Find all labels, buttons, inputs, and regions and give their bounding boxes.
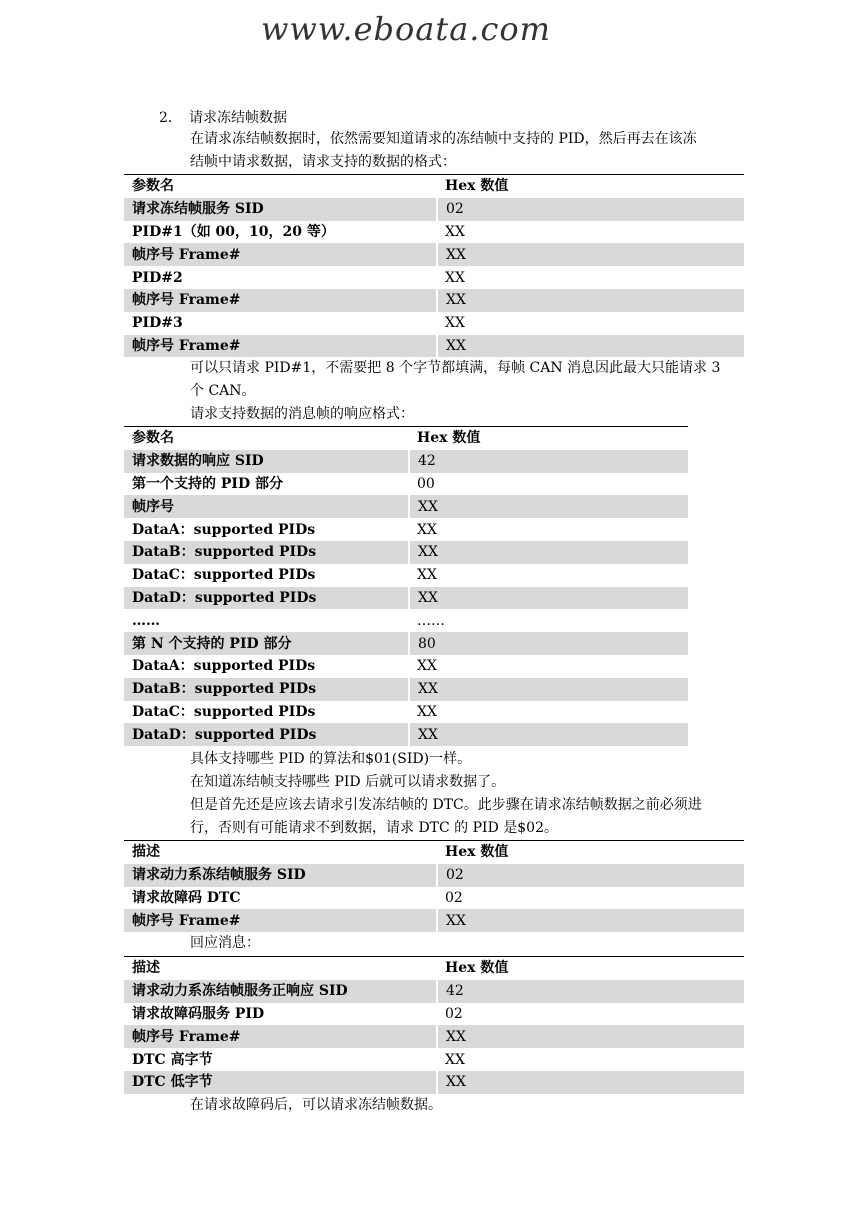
request-format-table bbox=[124, 174, 744, 357]
table-row bbox=[124, 518, 688, 541]
watermark: www.eboata.com bbox=[261, 10, 551, 48]
hex-cell: XX bbox=[417, 658, 437, 675]
param-cell: 请求动力系冻结帧服务正响应 SID bbox=[124, 980, 437, 1003]
param-cell: 请求冻结帧服务 SID bbox=[124, 198, 437, 221]
table-row bbox=[124, 587, 688, 610]
hex-cell: XX bbox=[437, 1071, 744, 1094]
paragraph-5: 请求支持数据的消息帧的响应格式： bbox=[190, 406, 414, 422]
table-row bbox=[124, 243, 744, 266]
table-row bbox=[124, 609, 688, 632]
hex-cell: …… bbox=[417, 612, 445, 629]
hex-cell: XX bbox=[437, 909, 744, 932]
paragraph-10: 回应消息： bbox=[190, 935, 260, 951]
table-row bbox=[124, 632, 688, 655]
section-number: 2. bbox=[159, 110, 173, 126]
table-row bbox=[124, 495, 688, 518]
table-header-row bbox=[124, 427, 688, 450]
param-cell: 描述 bbox=[124, 841, 437, 864]
param-cell: 帧序号 bbox=[124, 495, 409, 518]
hex-cell: XX bbox=[445, 223, 465, 240]
table-row bbox=[124, 655, 688, 678]
hex-cell: XX bbox=[445, 315, 465, 332]
param-cell: DTC 低字节 bbox=[124, 1071, 437, 1094]
table-row bbox=[124, 1048, 744, 1071]
param-cell: DataB：supported PIDs bbox=[124, 678, 409, 701]
hex-cell: XX bbox=[445, 269, 465, 286]
hex-cell: XX bbox=[437, 289, 744, 312]
hex-cell: XX bbox=[417, 703, 437, 720]
paragraph-9: 行，否则有可能请求不到数据，请求 DTC 的 PID 是$02。 bbox=[190, 820, 558, 836]
table-row bbox=[124, 980, 744, 1003]
param-cell: 描述 bbox=[124, 957, 437, 980]
hex-cell: XX bbox=[409, 541, 688, 564]
hex-cell: XX bbox=[409, 587, 688, 610]
table-row bbox=[124, 1025, 744, 1048]
param-cell: 帧序号 Frame# bbox=[124, 909, 437, 932]
table-row bbox=[124, 266, 744, 289]
hex-cell: XX bbox=[409, 723, 688, 746]
table-row bbox=[124, 887, 744, 910]
param-cell: DataA：supported PIDs bbox=[132, 521, 316, 538]
paragraph-4: 个 CAN。 bbox=[190, 383, 256, 399]
table-header-row bbox=[124, 175, 744, 198]
table-row bbox=[124, 723, 688, 746]
param-cell: 请求故障码服务 PID bbox=[132, 1005, 265, 1022]
hex-cell: 42 bbox=[409, 450, 688, 473]
dtc-request-table bbox=[124, 840, 744, 932]
paragraph-3: 可以只请求 PID#1，不需要把 8 个字节都填满，每帧 CAN 消息因此最大只能请求 3 bbox=[190, 360, 721, 376]
param-cell: 帧序号 Frame# bbox=[124, 335, 437, 358]
param-cell: DataC：supported PIDs bbox=[132, 703, 316, 720]
param-cell: 请求故障码 DTC bbox=[132, 889, 241, 906]
response-format-table bbox=[124, 426, 688, 746]
table-row bbox=[124, 701, 688, 724]
param-cell: 帧序号 Frame# bbox=[124, 1025, 437, 1048]
hex-cell: 00 bbox=[417, 475, 435, 492]
hex-cell: XX bbox=[445, 1051, 465, 1068]
param-cell: 参数名 bbox=[124, 175, 437, 198]
table-row bbox=[124, 221, 744, 244]
hex-cell: Hex 数值 bbox=[437, 841, 744, 864]
section-title: 请求冻结帧数据 bbox=[189, 110, 287, 126]
table-header-row bbox=[124, 957, 744, 980]
param-cell: PID#3 bbox=[132, 315, 183, 332]
section-heading bbox=[159, 107, 287, 127]
param-cell: DTC 高字节 bbox=[132, 1051, 213, 1068]
hex-cell: Hex 数值 bbox=[437, 957, 744, 980]
param-cell: DataA：supported PIDs bbox=[132, 658, 316, 675]
table-row bbox=[124, 335, 744, 358]
hex-cell: XX bbox=[409, 495, 688, 518]
paragraph-8: 但是首先还是应该去请求引发冻结帧的 DTC。此步骤在请求冻结帧数据之前必须进 bbox=[190, 797, 702, 813]
paragraph-2: 结帧中请求数据，请求支持的数据的格式： bbox=[190, 154, 456, 170]
table-row bbox=[124, 541, 688, 564]
table-row bbox=[124, 678, 688, 701]
table-row bbox=[124, 1071, 744, 1094]
paragraph-1: 在请求冻结帧数据时，依然需要知道请求的冻结帧中支持的 PID，然后再去在该冻 bbox=[190, 131, 697, 147]
param-cell: 帧序号 Frame# bbox=[124, 243, 437, 266]
param-cell: DataD：supported PIDs bbox=[124, 723, 409, 746]
hex-cell: XX bbox=[437, 335, 744, 358]
table-row bbox=[124, 1003, 744, 1026]
param-cell: 第 N 个支持的 PID 部分 bbox=[124, 632, 409, 655]
hex-cell: XX bbox=[417, 567, 437, 584]
table-row bbox=[124, 289, 744, 312]
table-header-row bbox=[124, 841, 744, 864]
hex-cell: Hex 数值 bbox=[437, 175, 744, 198]
param-cell: PID#2 bbox=[132, 269, 183, 286]
param-cell: PID#1（如 00，10，20 等） bbox=[132, 223, 335, 240]
hex-cell: 02 bbox=[445, 1005, 463, 1022]
param-cell: DataD：supported PIDs bbox=[124, 587, 409, 610]
paragraph-6: 具体支持哪些 PID 的算法和$01(SID)一样。 bbox=[190, 751, 472, 767]
hex-cell: 02 bbox=[437, 864, 744, 887]
hex-cell: 02 bbox=[437, 198, 744, 221]
hex-cell: XX bbox=[417, 521, 437, 538]
table-row bbox=[124, 564, 688, 587]
table-row bbox=[124, 312, 744, 335]
hex-cell: 80 bbox=[409, 632, 688, 655]
dtc-response-table bbox=[124, 956, 744, 1094]
paragraph-11: 在请求故障码后，可以请求冻结帧数据。 bbox=[190, 1097, 442, 1113]
hex-cell: 42 bbox=[437, 980, 744, 1003]
param-cell: DataB：supported PIDs bbox=[124, 541, 409, 564]
hex-cell: XX bbox=[437, 1025, 744, 1048]
param-cell: 帧序号 Frame# bbox=[124, 289, 437, 312]
paragraph-7: 在知道冻结帧支持哪些 PID 后就可以请求数据了。 bbox=[190, 774, 506, 790]
hex-cell: Hex 数值 bbox=[409, 427, 688, 450]
table-row bbox=[124, 864, 744, 887]
param-cell: 请求数据的响应 SID bbox=[124, 450, 409, 473]
param-cell: 请求动力系冻结帧服务 SID bbox=[124, 864, 437, 887]
param-cell: 第一个支持的 PID 部分 bbox=[132, 475, 283, 492]
param-cell: 参数名 bbox=[124, 427, 409, 450]
hex-cell: XX bbox=[409, 678, 688, 701]
table-row bbox=[124, 473, 688, 496]
table-row bbox=[124, 450, 688, 473]
param-cell: …… bbox=[132, 612, 160, 629]
param-cell: DataC：supported PIDs bbox=[132, 567, 316, 584]
hex-cell: 02 bbox=[445, 889, 463, 906]
table-row bbox=[124, 198, 744, 221]
hex-cell: XX bbox=[437, 243, 744, 266]
table-row bbox=[124, 909, 744, 932]
